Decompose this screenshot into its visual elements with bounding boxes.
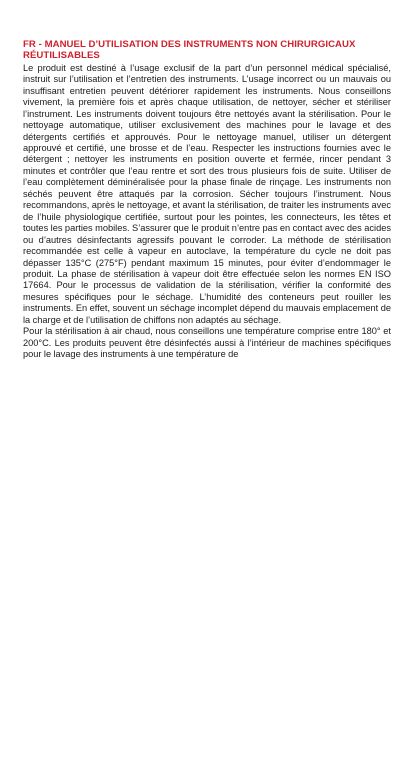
- document-page: [23, 39, 391, 361]
- section-title: FR - MANUEL D’UTILISATION DES INSTRUMENTS NON CHIRURGICAUX RÉUTILISABLES: [23, 39, 356, 62]
- body-paragraph-cleaning: Le produit est destiné à l’usage exclusif de la part d’un personnel médical spécialisé, instruit sur l’utilisation et l’entretien des instruments. L’usage incorrect ou un mauvais ou insuffisant entretien peuvent détériorer rapidement les instruments. Nous conseillons vivement, la première fois et après chaque utilisation, de nettoyer, sécher et stériliser l’instrument. Les instruments doivent toujours être nettoyés avant la stérilisation. Pour le nettoyage automatique, utiliser exclusivement des machines pour le lavage et des détergents certifiés et approuvés. Pour le nettoyage manuel, utiliser un détergent approuvé et certifié, une brosse et de l’eau. Respecter les instructions fournies avec le détergent ; nettoyer les instruments en position ouverte et fermée, rincer pendant 3 minutes et contrôler que l’eau rentre et sort des trous plusieurs fois de suite. Utiliser de l’eau complètement déminéralisée pour la phase finale de rinçage. Les instruments non séchés peuvent être attaqués par la corrosion. Sécher toujours l’instrument. Nous recommandons, après le nettoyage, et avant la stérilisation, de traiter les instruments avec de l’huile physiologique certifiée, surtout pour les pointes, les connecteurs, les têtes et toutes les parties mobiles. S’assurer que le produit n’entre pas en contact avec des acides ou d’autres désinfectants agressifs pouvant le corroder. La méthode de stérilisation recommandée est celle à vapeur en autoclave, la température du cycle ne doit pas dépasser 135°C (275°F) pendant maximum 15 minutes, pour éviter d’endommager le produit. La phase de stérilisation à vapeur doit être effectuée selon les normes EN ISO 17664. Pour le processus de validation de la stérilisation, vérifier la conformité des mesures spécifiques pour le séchage. L’humidité des conteneurs peut rouiller les instruments. En effet, souvent un séchage incomplet dépend du mauvais emplacement de la charge et de l’utilisation de chiffons non adaptés au séchage.: [23, 62, 391, 325]
- body-paragraph-hot-air: Pour la stérilisation à air chaud, nous conseillons une température comprise entre 180° et 200°C. Les produits peuvent être désinfectés aussi à l’intérieur de machines spécifiques pour le lavage des instruments à une température de: [23, 326, 391, 360]
